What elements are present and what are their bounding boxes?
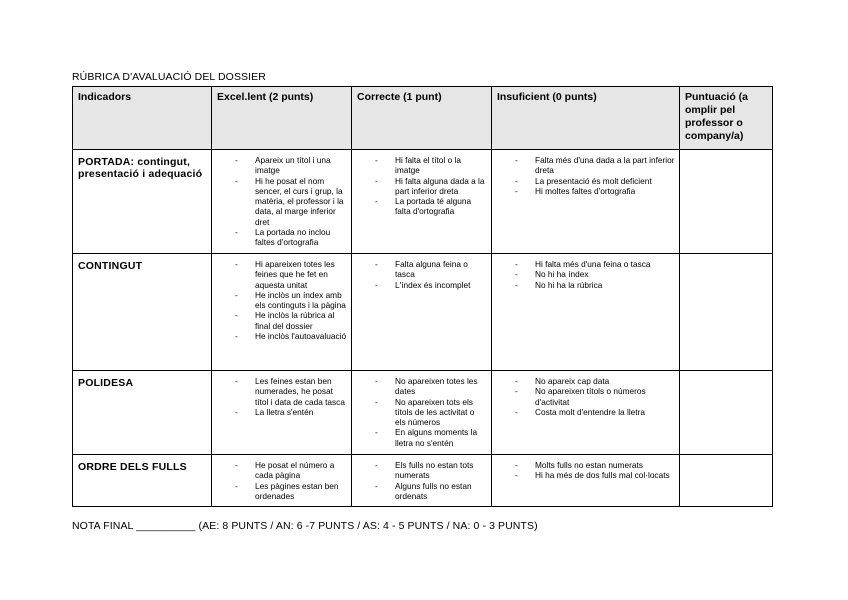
criterion-item: - Costa molt d'entendre la lletra <box>515 407 675 417</box>
table-row <box>73 254 773 371</box>
correcte-cell <box>352 371 492 455</box>
criterion-item: - La portada té alguna falta d'ortografia <box>375 196 487 217</box>
puntuacio-cell[interactable] <box>680 455 773 507</box>
excelent-cell <box>212 150 352 254</box>
criterion-item: - La presentació és molt deficient <box>515 176 675 186</box>
indicator-cell: ORDRE DELS FULLS <box>73 455 212 507</box>
criterion-item: - Les pàgines estan ben ordenades <box>235 481 347 502</box>
criterion-item: - Falta alguna feina o tasca <box>375 259 487 280</box>
criterion-item: - No apareixen totes les dates <box>375 376 487 397</box>
criterion-item: - Els fulls no estan tots numerats <box>375 460 487 481</box>
insuficient-cell <box>492 150 680 254</box>
indicator-cell: POLIDESA <box>73 371 212 455</box>
criterion-item: - Hi falta més d'una feina o tasca <box>515 259 675 269</box>
header-insuficient: Insuficient (0 punts) <box>492 87 680 150</box>
header-excelent: Excel.lent (2 punts) <box>212 87 352 150</box>
criterion-item: - Hi he posat el nom sencer, el curs i grup, la matèria, el professor i la data, al marge inferior dret <box>235 176 347 227</box>
table-row <box>73 371 773 455</box>
criterion-item: - Hi falta el títol o la imatge <box>375 155 487 176</box>
criterion-item: - Hi ha més de dos fulls mal col·locats <box>515 470 675 480</box>
criterion-item: - No apareix cap data <box>515 376 675 386</box>
puntuacio-cell[interactable] <box>680 150 773 254</box>
puntuacio-cell[interactable] <box>680 254 773 371</box>
criterion-item: - L'índex és incomplet <box>375 280 487 290</box>
header-puntuacio: Puntuació (a omplir pel professor o company/a) <box>680 87 773 150</box>
insuficient-cell <box>492 455 680 507</box>
criterion-item: - He posat el número a cada pàgina <box>235 460 347 481</box>
table-row <box>73 455 773 507</box>
rubric-table <box>72 86 773 507</box>
criterion-item: - No apareixen títols o números d'activitat <box>515 386 675 407</box>
criterion-item: - Falta més d'una dada a la part inferior dreta <box>515 155 675 176</box>
criterion-item: - Molts fulls no estan numerats <box>515 460 675 470</box>
puntuacio-cell[interactable] <box>680 371 773 455</box>
insuficient-cell <box>492 254 680 371</box>
table-row <box>73 150 773 254</box>
criterion-item: - La portada no inclou faltes d'ortografia <box>235 227 347 248</box>
indicator-cell: CONTINGUT <box>73 254 212 371</box>
criterion-item: - Hi falta alguna dada a la part inferior dreta <box>375 176 487 197</box>
criterion-item: - Hi apareixen totes les feines que he fet en aquesta unitat <box>235 259 347 290</box>
criterion-item: - Hi moltes faltes d'ortografia <box>515 186 675 196</box>
criterion-item: - Les feines estan ben numerades, he posat títol i data de cada tasca <box>235 376 347 407</box>
criterion-item: - He inclòs un índex amb els continguts i la pàgina <box>235 290 347 311</box>
excelent-cell <box>212 254 352 371</box>
nota-final: NOTA FINAL __________ (AE: 8 PUNTS / AN: 6 -7 PUNTS / AS: 4 - 5 PUNTS / NA: 0 - 3 PUNTS) <box>72 520 538 532</box>
criterion-item: - En alguns moments la lletra no s'entén <box>375 427 487 448</box>
criterion-item: - La lletra s'entén <box>235 407 347 417</box>
criterion-item: - No hi ha índex <box>515 269 675 279</box>
excelent-cell <box>212 371 352 455</box>
criterion-item: - No apareixen tots els títols de les activitat o els números <box>375 397 487 428</box>
header-indicadors: Indicadors <box>73 87 212 150</box>
insuficient-cell <box>492 371 680 455</box>
correcte-cell <box>352 254 492 371</box>
header-correcte: Correcte (1 punt) <box>352 87 492 150</box>
correcte-cell <box>352 150 492 254</box>
correcte-cell <box>352 455 492 507</box>
excelent-cell <box>212 455 352 507</box>
criterion-item: - No hi ha la rúbrica <box>515 280 675 290</box>
criterion-item: - Alguns fulls no estan ordenats <box>375 481 487 502</box>
document-title: RÚBRICA D'AVALUACIÓ DEL DOSSIER <box>72 71 266 83</box>
criterion-item: - Apareix un títol i una imatge <box>235 155 347 176</box>
header-row <box>73 87 773 150</box>
criterion-item: - He inclòs l'autoavaluació <box>235 331 347 341</box>
indicator-cell: PORTADA: contingut, presentació i adequació <box>73 150 212 254</box>
criterion-item: - He inclòs la rúbrica al final del dossier <box>235 310 347 331</box>
